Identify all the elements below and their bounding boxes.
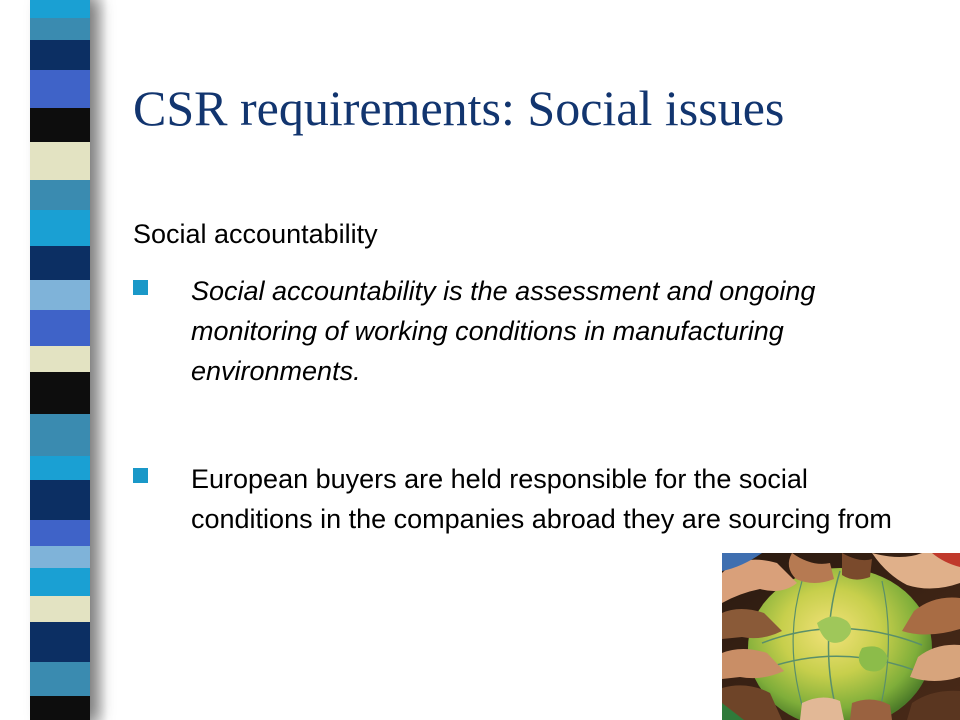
square-bullet-icon: [133, 280, 148, 295]
stripe-bar-shadow: [90, 0, 108, 720]
globe-hands-photo: [722, 553, 960, 720]
bullet-item: [133, 459, 923, 539]
decorative-stripe-bar: [30, 0, 90, 720]
section-heading: Social accountability: [133, 219, 378, 249]
bullet-item: [133, 271, 923, 391]
bullet-text: Social accountability is the assessment and ongoing monitoring of working conditions in manufacturing environments.: [191, 276, 816, 386]
square-bullet-icon: [133, 468, 148, 483]
bullet-text: European buyers are held responsible for the social conditions in the companies abroad they are sourcing from: [191, 464, 892, 534]
slide-title: CSR requirements: Social issues: [133, 80, 785, 136]
